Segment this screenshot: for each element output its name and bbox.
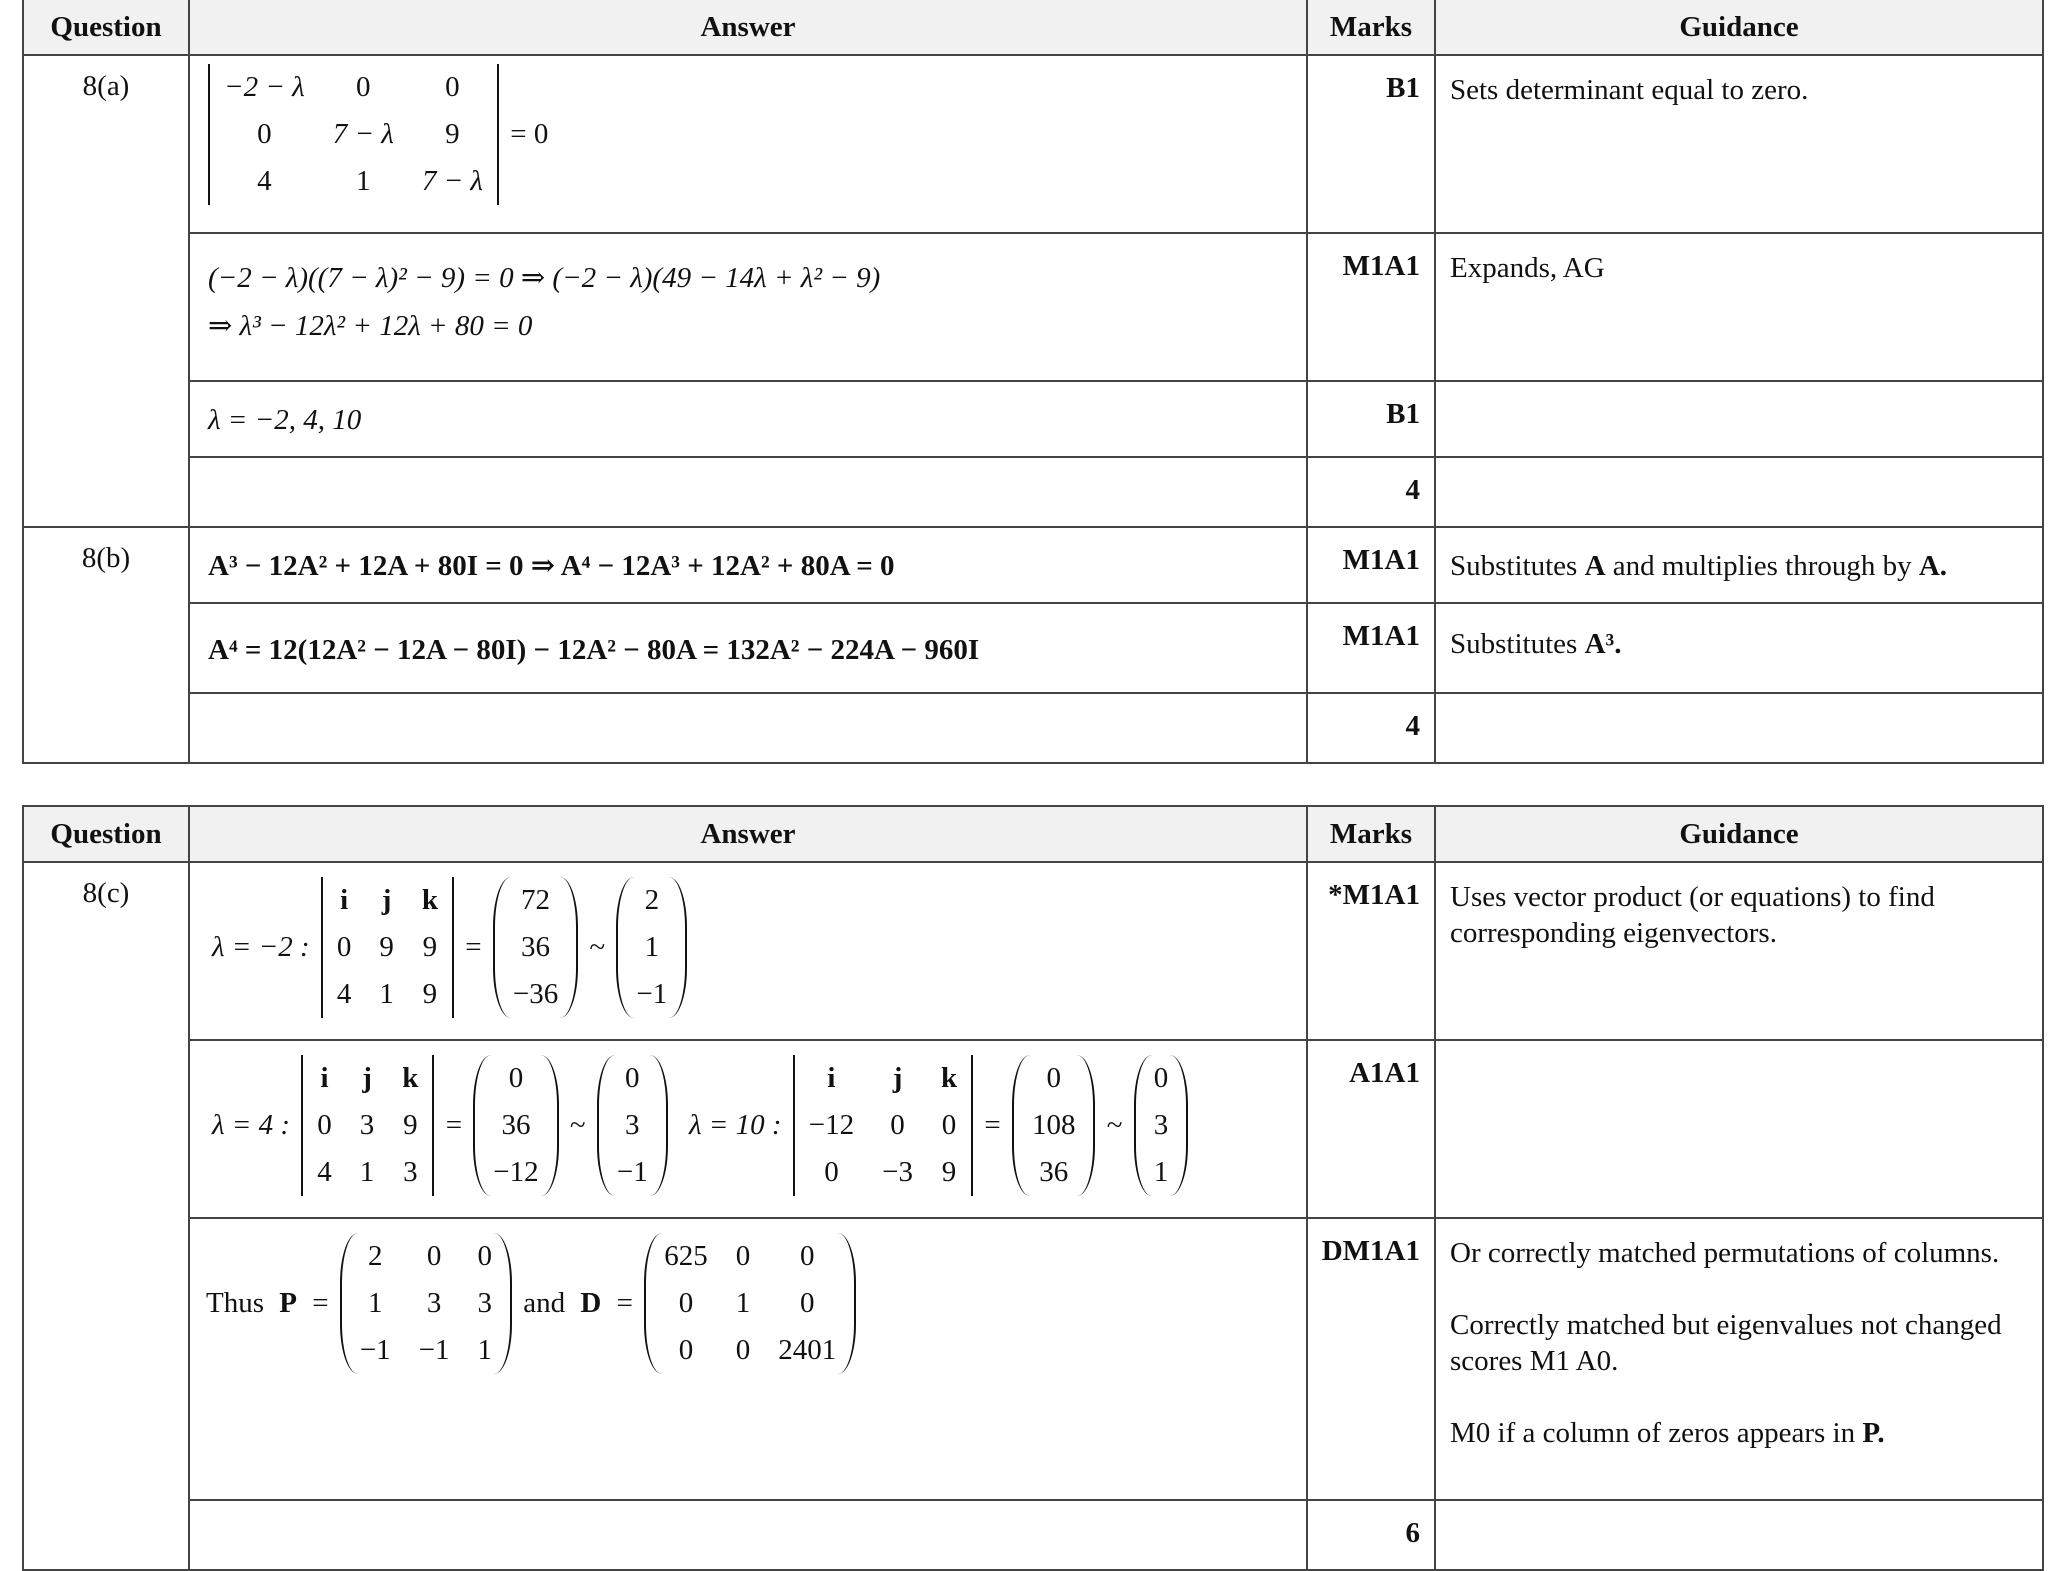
row-8a-expand (23, 233, 2043, 381)
det-cell: 4 (257, 165, 272, 197)
header-question: Question (23, 0, 189, 55)
vector-grid (499, 877, 572, 1018)
row-8a-total (23, 457, 2043, 527)
mark-8a-3: B1 (1307, 381, 1435, 457)
det-cell: 4 (317, 1156, 332, 1188)
det-cell: −12 (808, 1109, 855, 1141)
tilde-sign: ~ (589, 931, 606, 963)
vec-cell: 0 (1153, 1062, 1169, 1094)
matrix-cell: 2401 (778, 1334, 837, 1366)
roots-line: λ = −2, 4, 10 (208, 404, 362, 436)
guidance-8b-blank (1435, 693, 2043, 763)
matrix-grid (346, 1233, 506, 1374)
vec-cell: 1 (1153, 1156, 1169, 1188)
d-label: D (580, 1287, 602, 1319)
matrix-cell: 0 (799, 1287, 815, 1319)
matrix-cell: 0 (735, 1240, 751, 1272)
vector-product-det-2 (301, 1055, 434, 1196)
determinant-8a (208, 64, 499, 205)
det-cell: −3 (882, 1156, 913, 1188)
column-vector (1012, 1055, 1096, 1196)
mark-8b-1: M1A1 (1307, 527, 1435, 603)
det-cell: 0 (257, 118, 272, 150)
vec-cell: 36 (521, 931, 551, 963)
det-cell: 0 (824, 1156, 839, 1188)
vec-cell: 108 (1031, 1109, 1076, 1141)
header-marks: Marks (1307, 806, 1435, 862)
guide-bold: A³. (1584, 628, 1622, 660)
answer-8c-1 (189, 862, 1307, 1040)
vector-grid (622, 877, 681, 1018)
vec-cell: 3 (625, 1109, 640, 1141)
eigenvector (1134, 1055, 1189, 1196)
matrix-cell: −1 (418, 1334, 450, 1366)
answer-8b-line-1: A³ − 12A² + 12A + 80I = 0 ⇒ A⁴ − 12A³ + 12A² + 80A = 0 (208, 550, 895, 582)
guidance-8b-2 (1435, 603, 2043, 693)
equals-sign: = (445, 1109, 463, 1141)
det-cell: 0 (890, 1109, 905, 1141)
guidance-8c-blank (1435, 1500, 2043, 1570)
matrix-cell: 1 (477, 1334, 493, 1366)
mark-scheme-table-8ab (22, 0, 2044, 764)
det-cell: 9 (445, 118, 460, 150)
expand-line-2: ⇒ λ³ − 12λ² + 12λ + 80 = 0 (208, 310, 533, 342)
row-8a-roots (23, 381, 2043, 457)
guidance-8a-2: Expands, AG (1435, 233, 2043, 381)
eigenvector (616, 877, 687, 1018)
answer-8c-blank (189, 1500, 1307, 1570)
det-cell: 9 (941, 1156, 957, 1188)
det-grid (323, 877, 452, 1018)
expand-line-1: (−2 − λ)((7 − λ)² − 9) = 0 ⇒ (−2 − λ)(49 − 14λ + λ² − 9) (208, 262, 881, 294)
det-cell: 3 (359, 1109, 375, 1141)
total-8a: 4 (1307, 457, 1435, 527)
det-cell: j (362, 1062, 372, 1094)
lambda-label-3: λ = 10 : (688, 1109, 782, 1141)
vec-cell: 1 (644, 931, 660, 963)
guide-bold: A. (1918, 550, 1948, 582)
vec-cell: 2 (644, 884, 660, 916)
guide-text: Substitutes (1450, 628, 1578, 660)
vec-cell: 0 (508, 1062, 524, 1094)
matrix-cell: 0 (799, 1240, 815, 1272)
row-8c-1 (23, 862, 2043, 1040)
answer-8a-determinant (189, 55, 1307, 233)
total-8b: 4 (1307, 693, 1435, 763)
det-cell: j (381, 884, 392, 916)
matrix-d (644, 1233, 856, 1374)
guide-bold: P. (1862, 1417, 1885, 1449)
guidance-8c-3 (1435, 1218, 2043, 1500)
equals-sign: = (984, 1109, 1001, 1141)
vec-cell: −1 (636, 978, 668, 1010)
vec-cell: 3 (1153, 1109, 1169, 1141)
answer-8a-expand (189, 233, 1307, 381)
answer-8c-3 (189, 1218, 1307, 1500)
vector-grid (479, 1055, 552, 1196)
answer-8b-2 (189, 603, 1307, 693)
det-cell: 4 (336, 978, 352, 1010)
det-cell: 1 (359, 1156, 375, 1188)
column-vector (493, 877, 578, 1018)
row-8b-total (23, 693, 2043, 763)
header-marks: Marks (1307, 0, 1435, 55)
guidance-8c-2 (1435, 1040, 2043, 1218)
guidance-8a-1: Sets determinant equal to zero. (1435, 55, 2043, 233)
row-8b-1 (23, 527, 2043, 603)
matrix-cell: 3 (477, 1287, 493, 1319)
vector-product-det-3 (793, 1055, 973, 1196)
guidance-8a-blank (1435, 457, 2043, 527)
row-8c-3 (23, 1218, 2043, 1500)
guidance-paragraph: Or correctly matched permutations of columns. (1450, 1237, 2000, 1269)
det-cell: k (940, 1062, 958, 1094)
equals-sign: = (465, 931, 482, 963)
guidance-8b-1 (1435, 527, 2043, 603)
matrix-cell: −1 (359, 1334, 391, 1366)
det-grid (795, 1055, 971, 1196)
det-cell: 0 (445, 71, 460, 103)
mark-8a-2: M1A1 (1307, 233, 1435, 381)
guide-text: Substitutes (1450, 550, 1578, 582)
row-8c-total (23, 1500, 2043, 1570)
det-cell: 3 (403, 1156, 418, 1188)
guide-text: M0 if a column of zeros appears in (1450, 1417, 1856, 1449)
vec-cell: 36 (501, 1109, 531, 1141)
column-vector (473, 1055, 558, 1196)
mark-scheme-table-8c (22, 805, 2044, 1571)
vector-product-det-1 (321, 877, 454, 1018)
header-guidance: Guidance (1435, 0, 2043, 55)
answer-8a-blank (189, 457, 1307, 527)
det-cell: i (827, 1062, 836, 1094)
total-8c: 6 (1307, 1500, 1435, 1570)
det-cell: i (340, 884, 349, 916)
det-cell: 0 (336, 931, 352, 963)
matrix-cell: 1 (735, 1287, 751, 1319)
mark-8c-1: *M1A1 (1307, 862, 1435, 1040)
vector-grid (1140, 1055, 1183, 1196)
vec-cell: 0 (1046, 1062, 1061, 1094)
det-cell: 9 (379, 931, 394, 963)
det-cell: i (320, 1062, 329, 1094)
guide-text: and multiplies through by (1612, 550, 1912, 582)
det-cell: 9 (403, 1109, 418, 1141)
det-cell: 1 (356, 165, 371, 197)
matrix-cell: 0 (678, 1334, 694, 1366)
det-cell: 9 (422, 931, 438, 963)
header-answer: Answer (189, 0, 1307, 55)
matrix-cell: 2 (368, 1240, 383, 1272)
det-grid (303, 1055, 432, 1196)
matrix-cell: 0 (735, 1334, 751, 1366)
thus-text: Thus (206, 1287, 264, 1319)
matrix-cell: 0 (678, 1287, 694, 1319)
det-cell: k (421, 884, 438, 916)
matrix-cell: 0 (477, 1240, 493, 1272)
guidance-8c-1: Uses vector product (or equations) to find corresponding eigenvectors. (1435, 862, 2043, 1040)
p-label: P (279, 1287, 297, 1319)
row-8b-2 (23, 603, 2043, 693)
equals-zero: = 0 (510, 118, 549, 150)
vec-cell: −1 (616, 1156, 648, 1188)
vec-cell: 0 (625, 1062, 640, 1094)
determinant-grid (210, 64, 497, 205)
det-cell: 7 − λ (421, 165, 483, 197)
det-cell: 7 − λ (332, 118, 394, 150)
header-guidance: Guidance (1435, 806, 2043, 862)
header-row (23, 806, 2043, 862)
row-8c-2 (23, 1040, 2043, 1218)
det-cell: 0 (356, 71, 371, 103)
answer-8c-2 (189, 1040, 1307, 1218)
det-cell: 0 (941, 1109, 957, 1141)
tilde-sign: ~ (1106, 1109, 1123, 1141)
matrix-p (340, 1233, 512, 1374)
matrix-cell: 3 (426, 1287, 442, 1319)
det-cell: 1 (379, 978, 394, 1010)
answer-8b-line-2: A⁴ = 12(12A² − 12A − 80I) − 12A² − 80A = 132A² − 224A − 960I (208, 634, 980, 666)
lambda-label-1: λ = −2 : (212, 931, 310, 963)
row-8a-determinant (23, 55, 2043, 233)
mark-8a-1: B1 (1307, 55, 1435, 233)
mark-8c-3: DM1A1 (1307, 1218, 1435, 1500)
vec-cell: −12 (493, 1156, 539, 1188)
vec-cell: 72 (521, 884, 551, 916)
det-cell: 9 (422, 978, 438, 1010)
mark-8c-2: A1A1 (1307, 1040, 1435, 1218)
equals-sign: = (312, 1287, 329, 1319)
header-question: Question (23, 806, 189, 862)
tilde-sign: ~ (569, 1109, 586, 1141)
matrix-cell: 0 (426, 1240, 442, 1272)
matrix-cell: 1 (368, 1287, 383, 1319)
guidance-8a-3 (1435, 381, 2043, 457)
lambda-label-2: λ = 4 : (212, 1109, 291, 1141)
vector-grid (603, 1055, 662, 1196)
equals-sign: = (616, 1287, 633, 1319)
answer-8a-roots (189, 381, 1307, 457)
det-cell: 0 (317, 1109, 332, 1141)
det-cell: k (402, 1062, 419, 1094)
header-row (23, 0, 2043, 55)
and-text: and (523, 1287, 566, 1319)
answer-8b-1 (189, 527, 1307, 603)
mark-8b-2: M1A1 (1307, 603, 1435, 693)
matrix-grid (650, 1233, 850, 1374)
header-answer: Answer (189, 806, 1307, 862)
question-label-8a: 8(a) (23, 55, 189, 527)
guide-bold: A (1584, 550, 1606, 582)
matrix-cell: 625 (664, 1240, 708, 1272)
question-label-8b: 8(b) (23, 527, 189, 763)
guidance-paragraph: Correctly matched but eigenvalues not changed scores M1 A0. (1450, 1309, 2002, 1377)
vec-cell: −36 (512, 978, 559, 1010)
vector-grid (1018, 1055, 1090, 1196)
guidance-paragraph (1450, 1415, 2028, 1451)
question-label-8c: 8(c) (23, 862, 189, 1570)
det-cell: −2 − λ (224, 71, 305, 103)
eigenvector (597, 1055, 668, 1196)
vec-cell: 36 (1039, 1156, 1069, 1188)
det-cell: j (892, 1062, 903, 1094)
answer-8b-blank (189, 693, 1307, 763)
